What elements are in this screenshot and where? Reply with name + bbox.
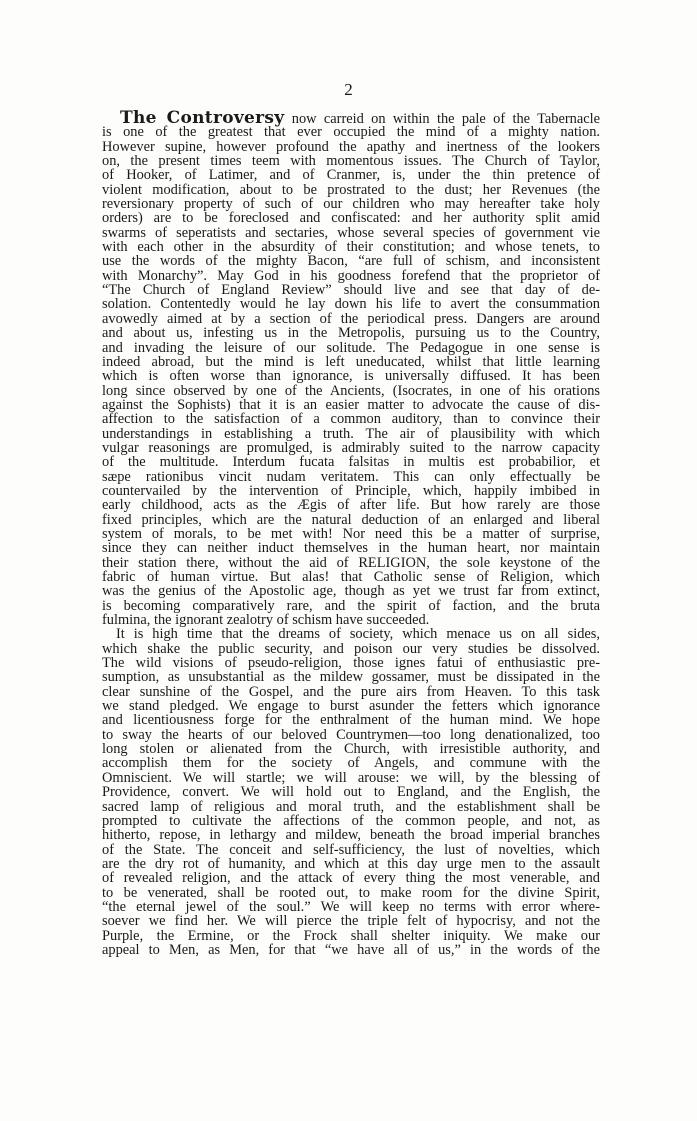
text-line: prompted to cultivate the affections of the common people, and not, as xyxy=(102,812,600,829)
line-text: now carreid on within the pale of the Tabernacle xyxy=(284,111,600,127)
text-line: appeal to Men, as Men, for that “we have all of us,” in the words of the xyxy=(102,941,600,958)
text-line: of the State. The conceit and self-sufficiency, the lust of novelties, which xyxy=(102,841,600,858)
text-line: orders) are to be foreclosed and confiscated: and her authority split amid xyxy=(102,210,600,227)
text-line: against the Sophists) that it is an easier matter to advocate the cause of dis- xyxy=(102,396,600,413)
text-line: since they can neither induct themselves in the human heart, nor maintain xyxy=(102,540,600,557)
page-number: 2 xyxy=(344,80,353,99)
body-text xyxy=(102,108,600,958)
text-line: vulgar reasonings are promulged, is admirably suited to the narrow capacity xyxy=(102,439,600,456)
text-line: on, the present times teem with momentous issues. The Church of Taylor, xyxy=(102,153,600,170)
text-line: with each other in the absurdity of their constitution; and whose tenets, to xyxy=(102,239,600,256)
text-line: long stolen or alienated from the Church, with irresistible authority, and xyxy=(102,741,600,758)
text-line: fabric of human virtue. But alas! that Catholic sense of Religion, which xyxy=(102,569,600,585)
text-line: reversionary property of such of our children who may hereafter take holy xyxy=(102,196,600,213)
text-line: use the words of the mighty Bacon, “are full of schism, and inconsistent xyxy=(102,253,600,270)
text-line: system of morals, to be met with! Nor need this be a matter of surprise, xyxy=(102,525,600,542)
text-line: to be venerated, shall be rooted out, to make room for the divine Spirit, xyxy=(102,884,600,901)
text-line: of the multitude. Interdum fucata falsitas in multis est probabilior, et xyxy=(102,454,600,471)
text-line: “the eternal jewel of the soul.” We will keep no terms with error where- xyxy=(102,898,600,915)
text-line: Providence, convert. We will hold out to England, and the English, the xyxy=(102,784,600,801)
text-line: Omniscient. We will startle; we will arouse: we will, by the blessing of xyxy=(102,769,600,786)
text-line: “The Church of England Review” should live and see that day of de- xyxy=(102,282,600,299)
text-line: with Monarchy”. May God in his goodness forefend that the proprietor of xyxy=(102,267,600,284)
text-line: soever we find her. We will pierce the triple felt of hypocrisy, and not the xyxy=(102,913,600,930)
text-line: However supine, however profound the apathy and inertness of the lookers xyxy=(102,138,600,155)
text-line: fixed principles, which are the natural deduction of an enlarged and liberal xyxy=(102,511,600,528)
text-line: of Hooker, of Latimer, and of Cranmer, is, under the thin pretence of xyxy=(102,167,600,184)
text-line: is becoming comparatively rare, and the spirit of faction, and the bruta xyxy=(102,597,600,614)
text-line: swarms of seperatists and sectaries, whose several species of government vie xyxy=(102,224,600,241)
text-line: early childhood, acts as the Ægis of after life. But how rarely are those xyxy=(102,497,600,514)
text-line: which shake the public security, and poison our very studies be dissolved. xyxy=(102,640,600,657)
text-line: is one of the greatest that ever occupied the mind of a mighty nation. xyxy=(102,124,600,141)
text-line: understandings in establishing a truth. The air of plausibility with which xyxy=(102,425,600,442)
text-line: fulmina, the ignorant zealotry of schism have succeeded. xyxy=(102,612,430,629)
text-line: was the genius of the Apostolic age, though as yet we trust far from extinct, xyxy=(102,583,600,600)
text-line: and about us, infesting us in the Metropolis, pursuing us to the Country, xyxy=(102,325,600,342)
text-line: hitherto, repose, in lethargy and mildew, beneath the broad imperial branches xyxy=(102,827,600,844)
text-line: are the dry rot of humanity, and which at this day urge men to the assault xyxy=(102,855,600,872)
text-line: sumption, as unsubstantial as the mildew gossamer, must be dissipated in the xyxy=(102,669,600,686)
text-line: sacred lamp of religious and moral truth, and the establishment shall be xyxy=(102,798,600,815)
text-line: which is often worse than ignorance, is universally diffused. It has been xyxy=(102,368,600,385)
text-line: The wild visions of pseudo-religion, those ignes fatui of enthusiastic pre- xyxy=(102,655,600,672)
text-line: long since observed by one of the Ancients, (Isocrates, in one of his orations xyxy=(102,382,600,399)
text-line: of revealed religion, and the attack of every thing the most venerable, and xyxy=(102,870,600,887)
text-line: violent modification, about to be prostrated to the dust; her Revenues (the xyxy=(102,181,600,198)
heading-words: The Controversy xyxy=(120,108,285,128)
text-line: we stand pledged. We engage to burst asunder the fetters which ignorance xyxy=(102,698,600,715)
text-line: solation. Contentedly would he lay down his life to avert the consummation xyxy=(102,296,600,313)
text-line: indeed abroad, but the mind is left uneducated, whilst that little learning xyxy=(102,353,600,370)
text-line: affection to the satisfaction of a common auditory, than to convince their xyxy=(102,411,600,428)
text-line: accomplish them for the society of Angels, and commune with the xyxy=(102,755,600,772)
text-line: avowedly aimed at by a section of the periodical press. Dangers are around xyxy=(102,310,600,327)
text-line: their station there, without the aid of RELIGION, the sole keystone of the xyxy=(102,554,600,571)
text-line: clear sunshine of the Gospel, and the pure airs from Heaven. To this task xyxy=(102,683,600,700)
text-line-1 xyxy=(102,108,600,128)
text-line: and licentiousness forge for the enthralment of the human mind. We hope xyxy=(102,712,600,729)
text-line: Purple, the Ermine, or the Frock shall shelter iniquity. We make our xyxy=(102,927,600,944)
text-line: sæpe rationibus vincit nudam veritatem. This can only effectually be xyxy=(102,468,600,485)
text-line: It is high time that the dreams of society, which menace us on all sides, xyxy=(116,626,600,643)
text-line: to sway the hearts of our beloved Countrymen—too long denationalized, too xyxy=(102,726,600,743)
text-line: countervailed by the intervention of Principle, which, happily imbibed in xyxy=(102,482,600,499)
text-line: and invading the leisure of our solitude. The Pedagogue in one sense is xyxy=(102,339,600,356)
